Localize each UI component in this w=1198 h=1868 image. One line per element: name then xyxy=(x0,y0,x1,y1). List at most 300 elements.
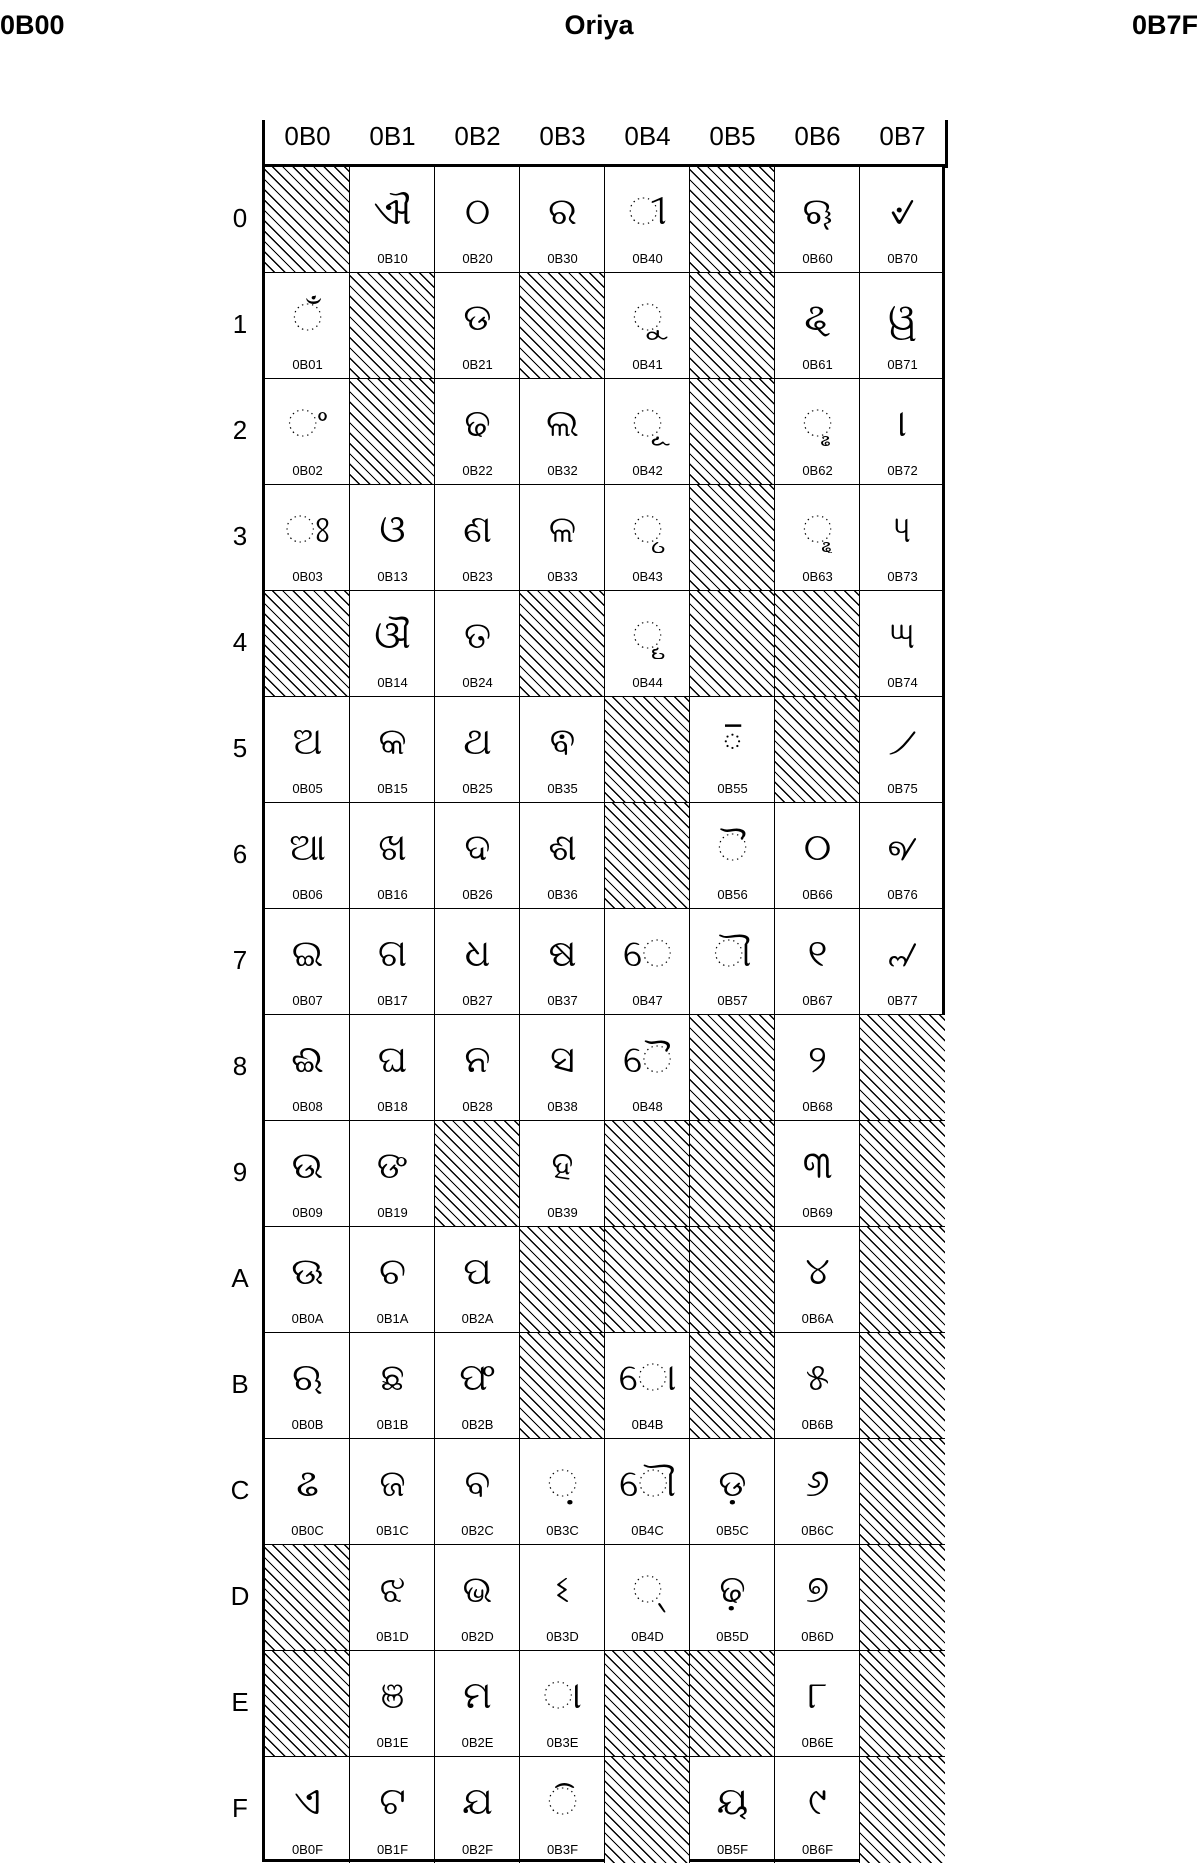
glyph: ୣ xyxy=(802,507,833,551)
code-point-label: 0B28 xyxy=(462,1099,493,1114)
code-point-label: 0B32 xyxy=(547,463,578,478)
glyph: ଯ xyxy=(462,1779,493,1823)
column-header: 0B6 xyxy=(794,121,841,151)
code-point-label: 0B13 xyxy=(377,569,408,584)
code-cell xyxy=(775,1015,860,1121)
code-cell xyxy=(350,1121,435,1227)
glyph: ୮ xyxy=(807,1673,828,1717)
glyph: ଗ xyxy=(377,931,408,975)
glyph: ଌ xyxy=(296,1461,319,1505)
glyph: ୵ xyxy=(888,719,917,763)
row-header: 1 xyxy=(232,309,248,339)
code-cell xyxy=(265,485,350,591)
code-point-label: 0B22 xyxy=(462,463,493,478)
reserved-cell xyxy=(690,167,775,273)
code-cell xyxy=(265,909,350,1015)
reserved-cell xyxy=(690,591,775,697)
glyph: ୕ xyxy=(717,719,748,763)
code-cell xyxy=(605,273,690,379)
code-point-label: 0B14 xyxy=(377,675,408,690)
glyph: ତ xyxy=(463,613,492,657)
glyph: ୗ xyxy=(713,931,752,975)
code-point-label: 0B63 xyxy=(802,569,833,584)
code-point-label: 0B69 xyxy=(802,1205,833,1220)
row-header: 4 xyxy=(232,627,248,657)
row-header: 7 xyxy=(232,945,248,975)
code-point-label: 0B19 xyxy=(377,1205,408,1220)
code-point-label: 0B4B xyxy=(631,1417,664,1432)
glyph: ଷ xyxy=(548,931,577,975)
code-point-label: 0B03 xyxy=(292,569,323,584)
glyph: ଫ xyxy=(459,1355,496,1399)
glyph: ୀ xyxy=(628,189,667,233)
code-point-label: 0B3D xyxy=(546,1629,579,1644)
code-cell xyxy=(435,379,520,485)
code-cell xyxy=(690,803,775,909)
reserved-cell xyxy=(860,1333,945,1439)
column-header: 0B0 xyxy=(284,121,331,151)
code-point-label: 0B2D xyxy=(461,1629,494,1644)
glyph: ହ xyxy=(551,1143,574,1187)
code-point-label: 0B71 xyxy=(887,357,918,372)
reserved-cell xyxy=(520,1227,605,1333)
code-point-label: 0B0B xyxy=(291,1417,324,1432)
glyph: ା xyxy=(543,1673,582,1717)
code-point-label: 0B5D xyxy=(716,1629,749,1644)
code-cell xyxy=(775,1227,860,1333)
reserved-cell xyxy=(860,1651,945,1757)
code-cell xyxy=(350,1439,435,1545)
header-rule xyxy=(945,120,948,168)
glyph: ୁ xyxy=(632,295,663,339)
code-cell xyxy=(520,697,605,803)
code-point-label: 0B70 xyxy=(887,251,918,266)
code-cell xyxy=(605,485,690,591)
code-cell xyxy=(605,591,690,697)
glyph: ଋ xyxy=(292,1355,323,1399)
code-point-label: 0B6F xyxy=(801,1842,834,1857)
row-header: C xyxy=(230,1475,250,1505)
code-point-label: 0B0A xyxy=(291,1311,324,1326)
code-point-label: 0B1A xyxy=(376,1311,409,1326)
row-header: 8 xyxy=(232,1051,248,1081)
reserved-cell xyxy=(690,1333,775,1439)
code-point-label: 0B0C xyxy=(291,1523,324,1538)
glyph: ଜ xyxy=(379,1461,406,1505)
glyph: ୪ xyxy=(805,1249,830,1293)
code-point-label: 0B06 xyxy=(292,887,323,902)
code-cell xyxy=(605,909,690,1015)
code-cell xyxy=(775,1439,860,1545)
reserved-cell xyxy=(435,1121,520,1227)
reserved-cell xyxy=(860,1545,945,1651)
code-cell xyxy=(860,485,945,591)
code-cell xyxy=(350,1545,435,1651)
glyph: ୍ xyxy=(632,1567,663,1611)
code-cell xyxy=(435,1015,520,1121)
code-point-label: 0B5C xyxy=(716,1523,749,1538)
code-cell xyxy=(265,1333,350,1439)
code-point-label: 0B61 xyxy=(802,357,833,372)
glyph: ଓ xyxy=(379,507,406,551)
code-cell xyxy=(350,1333,435,1439)
code-cell xyxy=(775,273,860,379)
code-point-label: 0B20 xyxy=(462,251,493,266)
code-cell xyxy=(350,591,435,697)
glyph: ୷ xyxy=(887,931,918,975)
row-header: 9 xyxy=(232,1157,248,1187)
code-point-label: 0B66 xyxy=(802,887,833,902)
code-cell xyxy=(350,1757,435,1863)
page-title: Oriya xyxy=(564,10,634,40)
code-point-label: 0B02 xyxy=(292,463,323,478)
row-header: 5 xyxy=(232,733,248,763)
glyph: ଠ xyxy=(464,189,491,233)
code-point-label: 0B0F xyxy=(291,1842,324,1857)
code-point-label: 0B55 xyxy=(717,781,748,796)
glyph: ଟ xyxy=(379,1779,406,1823)
row-header: B xyxy=(231,1369,249,1399)
code-point-label: 0B08 xyxy=(292,1099,323,1114)
code-cell xyxy=(520,1757,605,1863)
code-cell xyxy=(690,1545,775,1651)
code-point-label: 0B2F xyxy=(461,1842,494,1857)
glyph: ୴ xyxy=(890,613,915,657)
glyph: ଡ xyxy=(463,295,492,339)
code-point-label: 0B23 xyxy=(462,569,493,584)
code-point-label: 0B24 xyxy=(462,675,493,690)
glyph: ୋ xyxy=(618,1355,677,1399)
glyph: ଇ xyxy=(291,931,324,975)
glyph: ଝ xyxy=(379,1567,406,1611)
glyph: ୯ xyxy=(808,1779,827,1823)
column-header: 0B5 xyxy=(709,121,756,151)
reserved-cell xyxy=(860,1121,945,1227)
reserved-cell xyxy=(690,1121,775,1227)
code-point-label: 0B60 xyxy=(802,251,833,266)
code-point-label: 0B2B xyxy=(461,1417,494,1432)
code-point-label: 0B5F xyxy=(716,1842,749,1857)
code-cell xyxy=(520,1439,605,1545)
code-point-label: 0B6C xyxy=(801,1523,834,1538)
code-point-label: 0B25 xyxy=(462,781,493,796)
glyph: ଼ xyxy=(547,1461,578,1505)
code-cell xyxy=(775,485,860,591)
glyph: ଘ xyxy=(377,1037,408,1081)
code-point-label: 0B62 xyxy=(802,463,833,478)
code-cell xyxy=(350,909,435,1015)
glyph: ଦ xyxy=(464,825,491,869)
reserved-cell xyxy=(605,1121,690,1227)
reserved-cell xyxy=(860,1227,945,1333)
glyph: ଽ xyxy=(555,1567,570,1611)
glyph: ୩ xyxy=(802,1143,833,1187)
code-cell xyxy=(775,1651,860,1757)
row-header: F xyxy=(232,1793,248,1823)
glyph: ୦ xyxy=(803,825,832,869)
code-point-label: 0B6B xyxy=(801,1417,834,1432)
code-cell xyxy=(265,1439,350,1545)
row-header: D xyxy=(230,1581,250,1611)
code-point-label: 0B10 xyxy=(377,251,408,266)
code-cell xyxy=(775,1121,860,1227)
reserved-cell xyxy=(690,1015,775,1121)
code-point-label: 0B3C xyxy=(546,1523,579,1538)
code-cell xyxy=(265,1757,350,1863)
code-point-label: 0B15 xyxy=(377,781,408,796)
code-point-label: 0B09 xyxy=(292,1205,323,1220)
glyph: ୰ xyxy=(890,189,915,233)
code-point-label: 0B40 xyxy=(632,251,663,266)
code-point-label: 0B1B xyxy=(376,1417,409,1432)
reserved-cell xyxy=(520,273,605,379)
code-cell xyxy=(435,1757,520,1863)
glyph: ଉ xyxy=(291,1143,324,1187)
glyph: ୧ xyxy=(807,931,828,975)
code-point-label: 0B35 xyxy=(547,781,578,796)
code-point-label: 0B30 xyxy=(547,251,578,266)
glyph: ୨ xyxy=(808,1037,827,1081)
glyph: ୂ xyxy=(632,401,663,445)
code-cell xyxy=(605,1333,690,1439)
code-point-label: 0B33 xyxy=(547,569,578,584)
code-cell xyxy=(350,167,435,273)
glyph: ପ xyxy=(463,1249,492,1293)
code-point-label: 0B44 xyxy=(632,675,663,690)
code-point-label: 0B1F xyxy=(376,1842,409,1857)
code-point-label: 0B05 xyxy=(292,781,323,796)
code-cell xyxy=(350,1227,435,1333)
reserved-cell xyxy=(605,1651,690,1757)
column-header: 0B3 xyxy=(539,121,586,151)
code-cell xyxy=(860,591,945,697)
code-cell xyxy=(520,909,605,1015)
reserved-cell xyxy=(690,273,775,379)
glyph: ଏ xyxy=(294,1779,321,1823)
code-cell xyxy=(520,167,605,273)
code-point-label: 0B68 xyxy=(802,1099,833,1114)
glyph: ଣ xyxy=(463,507,492,551)
code-cell xyxy=(435,1545,520,1651)
code-cell xyxy=(775,379,860,485)
glyph: ୡ xyxy=(804,295,831,339)
code-point-label: 0B2A xyxy=(461,1311,494,1326)
code-point-label: 0B3F xyxy=(546,1842,579,1857)
reserved-cell xyxy=(605,1227,690,1333)
reserved-cell xyxy=(520,591,605,697)
glyph: ୭ xyxy=(805,1567,830,1611)
code-point-label: 0B77 xyxy=(887,993,918,1008)
code-cell xyxy=(435,803,520,909)
code-cell xyxy=(435,273,520,379)
glyph: ୟ xyxy=(716,1779,749,1823)
glyph: ୲ xyxy=(898,401,907,445)
code-point-label: 0B48 xyxy=(632,1099,663,1114)
glyph: ଥ xyxy=(463,719,492,763)
row-header: 2 xyxy=(232,415,248,445)
row-header: 0 xyxy=(232,203,248,233)
glyph: ି xyxy=(547,1779,578,1823)
glyph: ୳ xyxy=(894,507,911,551)
reserved-cell xyxy=(265,1545,350,1651)
code-cell xyxy=(520,1121,605,1227)
code-cell xyxy=(520,379,605,485)
code-cell xyxy=(860,697,945,803)
glyph: ୈ xyxy=(622,1037,673,1081)
code-cell xyxy=(435,909,520,1015)
code-cell xyxy=(605,1439,690,1545)
glyph: ୄ xyxy=(632,613,663,657)
column-header: 0B1 xyxy=(369,121,416,151)
code-cell xyxy=(690,697,775,803)
code-cell xyxy=(265,1015,350,1121)
code-point-label: 0B6E xyxy=(801,1735,834,1750)
reserved-cell xyxy=(860,1757,945,1863)
code-point-label: 0B18 xyxy=(377,1099,408,1114)
code-cell xyxy=(520,1545,605,1651)
code-cell xyxy=(435,1227,520,1333)
reserved-cell xyxy=(690,379,775,485)
code-cell xyxy=(690,1439,775,1545)
glyph: ଁ xyxy=(292,295,323,339)
glyph: ଭ xyxy=(462,1567,493,1611)
code-point-label: 0B4D xyxy=(631,1629,664,1644)
code-cell xyxy=(605,379,690,485)
code-cell xyxy=(435,1439,520,1545)
code-point-label: 0B39 xyxy=(547,1205,578,1220)
code-point-label: 0B26 xyxy=(462,887,493,902)
code-cell xyxy=(775,1333,860,1439)
code-point-label: 0B38 xyxy=(547,1099,578,1114)
code-point-label: 0B74 xyxy=(887,675,918,690)
glyph: ଐ xyxy=(373,189,412,233)
code-point-label: 0B01 xyxy=(292,357,323,372)
code-cell xyxy=(435,1333,520,1439)
glyph: ଆ xyxy=(289,825,326,869)
code-point-label: 0B6A xyxy=(801,1311,834,1326)
code-cell xyxy=(860,273,945,379)
glyph: ଶ xyxy=(548,825,577,869)
reserved-cell xyxy=(860,1015,945,1121)
reserved-cell xyxy=(690,1227,775,1333)
code-cell xyxy=(775,909,860,1015)
code-cell xyxy=(860,167,945,273)
code-point-label: 0B16 xyxy=(377,887,408,902)
code-point-label: 0B3E xyxy=(546,1735,579,1750)
glyph: ନ xyxy=(464,1037,491,1081)
code-point-label: 0B43 xyxy=(632,569,663,584)
glyph: ର xyxy=(548,189,577,233)
code-cell xyxy=(860,379,945,485)
code-cell xyxy=(775,167,860,273)
glyph: ଢ xyxy=(464,401,491,445)
code-point-label: 0B27 xyxy=(462,993,493,1008)
glyph: ଅ xyxy=(292,719,323,763)
code-point-label: 0B41 xyxy=(632,357,663,372)
glyph: ଞ xyxy=(380,1673,405,1717)
code-point-label: 0B2E xyxy=(461,1735,494,1750)
row-header: E xyxy=(231,1687,249,1717)
row-header: 3 xyxy=(232,521,248,551)
code-cell xyxy=(690,1757,775,1863)
reserved-cell xyxy=(265,1651,350,1757)
code-cell xyxy=(520,803,605,909)
glyph: ଃ xyxy=(285,507,330,551)
glyph: ଳ xyxy=(548,507,577,551)
reserved-cell xyxy=(690,1651,775,1757)
code-cell xyxy=(350,1015,435,1121)
code-point-label: 0B2C xyxy=(461,1523,494,1538)
code-cell xyxy=(350,697,435,803)
code-cell xyxy=(690,909,775,1015)
code-cell xyxy=(775,1757,860,1863)
code-cell xyxy=(265,379,350,485)
code-cell xyxy=(265,1227,350,1333)
code-point-label: 0B73 xyxy=(887,569,918,584)
glyph: କ xyxy=(378,719,407,763)
code-cell xyxy=(605,1545,690,1651)
glyph: ଖ xyxy=(378,825,407,869)
code-cell xyxy=(435,1651,520,1757)
code-cell xyxy=(350,803,435,909)
code-cell xyxy=(435,167,520,273)
glyph: ଲ xyxy=(545,401,580,445)
range-end-label: 0B7F xyxy=(1131,10,1198,40)
code-cell xyxy=(860,909,945,1015)
reserved-cell xyxy=(605,803,690,909)
code-cell xyxy=(605,1015,690,1121)
code-point-label: 0B17 xyxy=(377,993,408,1008)
glyph: ୌ xyxy=(619,1461,676,1505)
reserved-cell xyxy=(265,167,350,273)
code-cell xyxy=(520,1651,605,1757)
glyph: ୬ xyxy=(805,1461,830,1505)
code-point-label: 0B21 xyxy=(462,357,493,372)
glyph: ଙ xyxy=(376,1143,409,1187)
code-cell xyxy=(265,697,350,803)
glyph: ଵ xyxy=(549,719,576,763)
code-point-label: 0B57 xyxy=(717,993,748,1008)
glyph: ୖ xyxy=(717,825,748,869)
glyph: ୱ xyxy=(888,295,917,339)
glyph: ଡ଼ xyxy=(718,1461,747,1505)
code-point-label: 0B75 xyxy=(887,781,918,796)
code-cell xyxy=(520,1015,605,1121)
glyph: ଢ଼ xyxy=(719,1567,746,1611)
code-cell xyxy=(775,803,860,909)
glyph: ସ xyxy=(550,1037,575,1081)
glyph: ୢ xyxy=(802,401,833,445)
code-cell xyxy=(860,803,945,909)
glyph: ୶ xyxy=(887,825,918,869)
reserved-cell xyxy=(860,1439,945,1545)
glyph: ଂ xyxy=(287,401,328,445)
code-point-label: 0B67 xyxy=(802,993,833,1008)
code-cell xyxy=(265,273,350,379)
code-cell xyxy=(435,697,520,803)
glyph: ଈ xyxy=(291,1037,324,1081)
code-point-label: 0B72 xyxy=(887,463,918,478)
glyph: ୫ xyxy=(805,1355,830,1399)
code-point-label: 0B1C xyxy=(376,1523,409,1538)
code-point-label: 0B6D xyxy=(801,1629,834,1644)
glyph: ୃ xyxy=(632,507,663,551)
reserved-cell xyxy=(605,697,690,803)
code-point-label: 0B42 xyxy=(632,463,663,478)
glyph: ଔ xyxy=(374,613,411,657)
code-point-label: 0B1D xyxy=(376,1629,409,1644)
glyph: େ xyxy=(622,931,673,975)
